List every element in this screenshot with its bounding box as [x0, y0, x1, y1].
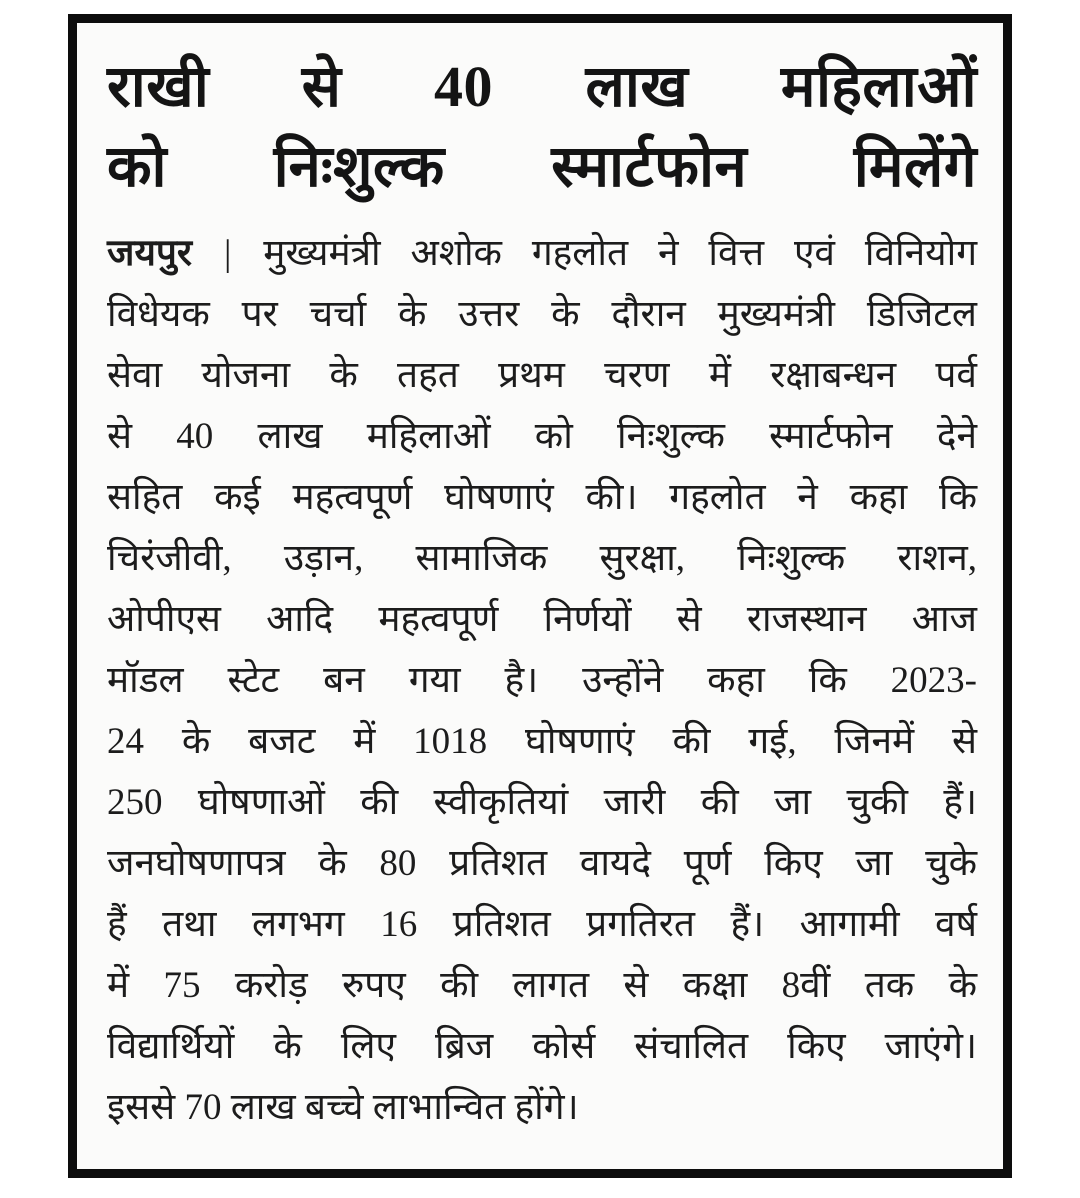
- body-line: हैं तथा लगभग 16 प्रतिशत प्रगतिरत हैं। आगामी वर्ष: [107, 904, 977, 945]
- article-headline: [107, 47, 977, 207]
- headline-line-1: राखी से 40 लाख महिलाओं: [107, 54, 977, 119]
- body-line-text: मुख्यमंत्री अशोक गहलोत ने वित्त एवं विनियोग: [263, 233, 978, 274]
- body-line: सहित कई महत्वपूर्ण घोषणाएं की। गहलोत ने कहा कि: [107, 477, 977, 518]
- article-body: [107, 223, 977, 1138]
- body-line: विधेयक पर चर्चा के उत्तर के दौरान मुख्यमंत्री डिजिटल: [107, 294, 977, 335]
- body-line: 250 घोषणाओं की स्वीकृतियां जारी की जा चुकी हैं।: [107, 782, 977, 823]
- dateline-separator: |: [223, 233, 232, 274]
- newspaper-clipping: [68, 14, 1012, 1178]
- body-line: में 75 करोड़ रुपए की लागत से कक्षा 8वीं तक के: [107, 965, 977, 1006]
- body-line: जनघोषणापत्र के 80 प्रतिशत वायदे पूर्ण किए जा चुके: [107, 843, 977, 884]
- dateline-city: जयपुर: [107, 233, 193, 274]
- body-line-dateline: [107, 223, 977, 284]
- body-line: विद्यार्थियों के लिए ब्रिज कोर्स संचालित किए जाएंगे।: [107, 1026, 977, 1067]
- body-line: ओपीएस आदि महत्वपूर्ण निर्णयों से राजस्थान आज: [107, 599, 977, 640]
- headline-line-2: को निःशुल्क स्मार्टफोन मिलेंगे: [107, 134, 977, 199]
- body-line: मॉडल स्टेट बन गया है। उन्होंने कहा कि 2023-: [107, 660, 977, 701]
- body-line: से 40 लाख महिलाओं को निःशुल्क स्मार्टफोन देने: [107, 416, 977, 457]
- body-line: सेवा योजना के तहत प्रथम चरण में रक्षाबन्धन पर्व: [107, 355, 977, 396]
- body-line-last: इससे 70 लाख बच्चे लाभान्वित होंगे।: [107, 1087, 579, 1128]
- body-line: चिरंजीवी, उड़ान, सामाजिक सुरक्षा, निःशुल्क राशन,: [107, 538, 977, 579]
- body-line: 24 के बजट में 1018 घोषणाएं की गई, जिनमें से: [107, 721, 977, 762]
